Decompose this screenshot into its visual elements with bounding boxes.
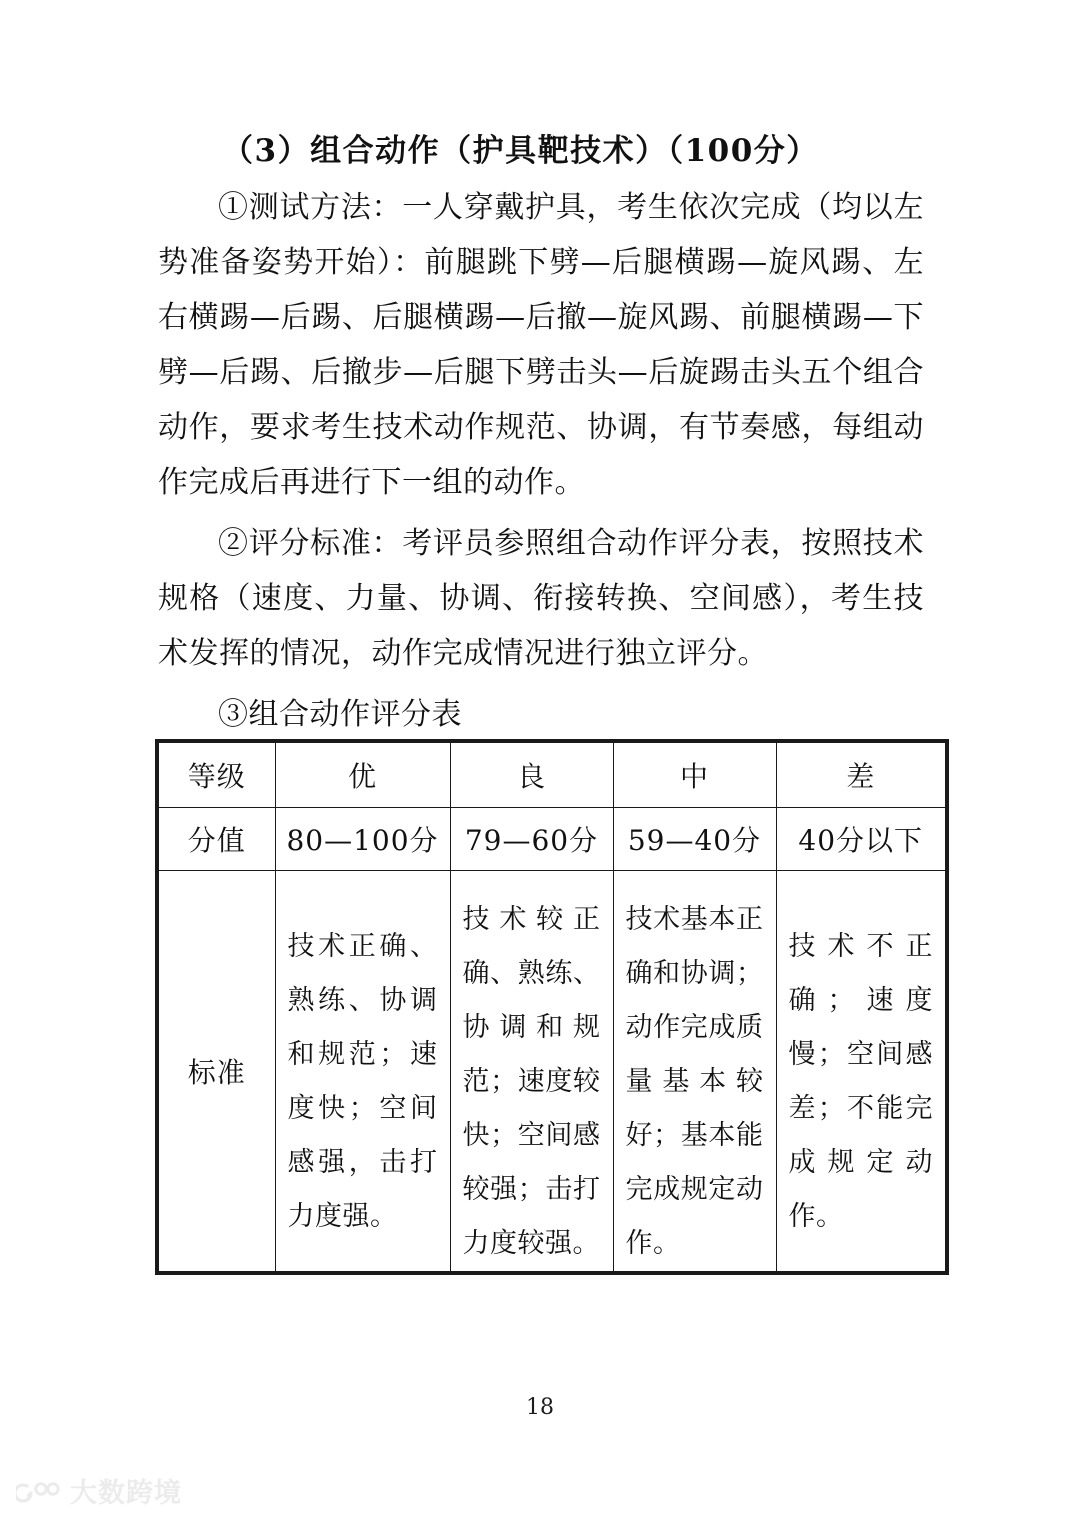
combination-action-score-table xyxy=(155,739,949,1275)
document-body xyxy=(158,124,924,747)
cell-score-liang: 79—60分 xyxy=(450,808,613,871)
standard-text-liang: 技术较正确、熟练、协调和规范；速度较快；空间感较强；击打力度较强。 xyxy=(462,904,601,1259)
page-number: 18 xyxy=(526,1395,554,1420)
cell-standard-liang xyxy=(450,871,613,1274)
cell-grade-zhong: 中 xyxy=(613,741,776,808)
standard-text-cha: 技术不正确；速度慢；空间感差；不能完成规定动作。 xyxy=(788,931,933,1232)
cell-row-label-grade: 等级 xyxy=(157,741,275,808)
cell-standard-cha xyxy=(776,871,947,1274)
paragraph-test-method: ①测试方法：一人穿戴护具，考生依次完成（均以左势准备姿势开始）：前腿跳下劈—后腿横踢—旋风踢、左右横踢—后踢、后腿横踢—后撤—旋风踢、前腿横踢—下劈—后踢、后撤步—后腿下劈击头—后旋踢击头五个组合动作，要求考生技术动作规范、协调，有节奏感，每组动作完成后再进行下一组的动作。 xyxy=(158,190,924,500)
table-row-grade xyxy=(157,741,947,808)
cell-row-label-standard: 标准 xyxy=(157,871,275,1274)
cell-grade-cha: 差 xyxy=(776,741,947,808)
table-row-standard xyxy=(157,871,947,1274)
cell-standard-zhong xyxy=(613,871,776,1274)
section-title: （3）组合动作（护具靶技术）（100分） xyxy=(222,133,819,169)
cell-standard-you xyxy=(275,871,450,1274)
cell-score-you: 80—100分 xyxy=(275,808,450,871)
table-caption: ③组合动作评分表 xyxy=(218,697,462,732)
watermark xyxy=(16,1478,182,1508)
dashu-kuajing-logo-icon xyxy=(16,1478,62,1508)
standard-text-zhong: 技术基本正确和协调；动作完成质量基本较好；基本能完成规定动作。 xyxy=(625,904,764,1259)
cell-grade-you: 优 xyxy=(275,741,450,808)
watermark-text: 大数跨境 xyxy=(70,1477,182,1509)
standard-text-you: 技术正确、熟练、协调和规范；速度快；空间感强，击打力度强。 xyxy=(287,931,438,1232)
paragraph-scoring-criteria: ②评分标准：考评员参照组合动作评分表，按照技术规格（速度、力量、协调、衔接转换、空间感），考生技术发挥的情况，动作完成情况进行独立评分。 xyxy=(158,526,924,671)
score-table-container xyxy=(155,739,945,1275)
cell-score-cha: 40分以下 xyxy=(776,808,947,871)
table-row-score xyxy=(157,808,947,871)
cell-row-label-score: 分值 xyxy=(157,808,275,871)
cell-grade-liang: 良 xyxy=(450,741,613,808)
cell-score-zhong: 59—40分 xyxy=(613,808,776,871)
